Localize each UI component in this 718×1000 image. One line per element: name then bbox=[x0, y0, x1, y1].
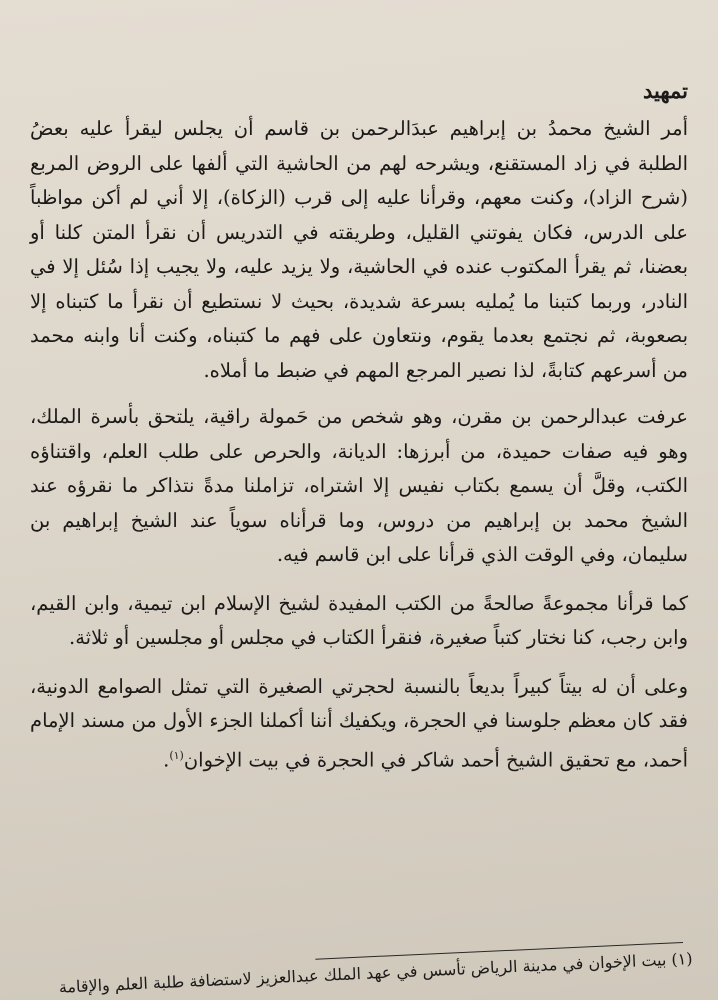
section-heading: تمهيد bbox=[642, 78, 688, 103]
body-text bbox=[30, 76, 688, 778]
paragraph: عرفت عبدالرحمن بن مقرن، وهو شخص من حَمولة راقية، يلتحق بأسرة الملك، وهو فيه صفات حميدة، من أبرزها: الديانة، والحرص على طلب العلم، واقتناؤه الكتب، وقلَّ أن يسمع بكتاب نفيس إلا اشتراه، تزاملنا مدةً نتذاكر ما نقرؤه عند الشيخ محمد بن إبراهيم من دروس، وما قرأناه سوياً عند الشيخ إبراهيم بن سليمان، وفي الوقت الذي قرأنا على ابن قاسم فيه. bbox=[30, 405, 688, 566]
footnote-reference: (١) bbox=[169, 748, 184, 762]
footnote-text: بيت الإخوان في مدينة الرياض تأسس في عهد الملك عبدالعزيز لاستضافة طلبة العلم والإقامة bbox=[58, 950, 667, 997]
paragraph: وعلى أن له بيتاً كبيراً بديعاً بالنسبة لحجرتي الصغيرة التي تمثل الصوامع الدونية، فقد كان معظم جلوسنا في الحجرة، ويكفيك أننا أكملنا الجزء الأول من مسند الإمام أحمد، مع تحقيق الشيخ أحمد شاكر في الحجرة في بيت الإخوان$^{(١)}$. bbox=[30, 674, 688, 771]
paragraph: كما قرأنا مجموعةً صالحةً من الكتب المفيدة لشيخ الإسلام ابن تيمية، وابن القيم، وابن رجب، كنا نختار كتباً صغيرة، فنقرأ الكتاب في مجلس أو مجلسين أو ثلاثة. bbox=[30, 591, 688, 649]
paragraph-text: وعلى أن له بيتاً كبيراً بديعاً بالنسبة لحجرتي الصغيرة التي تمثل الصوامع الدونية، فقد كان معظم جلوسنا في الحجرة، ويكفيك أننا أكملنا الجزء الأول من مسند الإمام أحمد، مع تحقيق الشيخ أحمد شاكر في الحجرة في بيت الإخوان bbox=[30, 674, 688, 771]
paragraph: أمر الشيخ محمدُ بن إبراهيم عبدَالرحمن بن قاسم أن يجلس ليقرأ عليه بعضُ الطلبة في زاد المستقنع، ويشرحه لهم من الحاشية التي ألفها على الروض المربع (شرح الزاد)، وكنت معهم، وقرأنا عليه إلى قرب (الزكاة)، إلا أني لم أكن مواظباً على الدرس، فكان يفوتني القليل، وطريقته في التدريس أن نقرأ المتن كلنا أو بعضنا، ثم يقرأ المكتوب عنده في الحاشية، ولا يزيد عليه، ولا يجيب إذا سُئل إلا في النادر، وربما كتبنا ما يُمليه بسرعة شديدة، بحيث لا نستطيع أن نقرأ ما كتبناه إلا بصعوبة، ثم نجتمع بعدما يقوم، ونتعاون على فهم ما كتبناه، وكنت أنا وابنه محمد من أسرعهم كتابةً، لذا نصير المرجع المهم في ضبط ما أملاه. bbox=[30, 117, 688, 382]
footnote-number: (١) bbox=[670, 948, 693, 969]
